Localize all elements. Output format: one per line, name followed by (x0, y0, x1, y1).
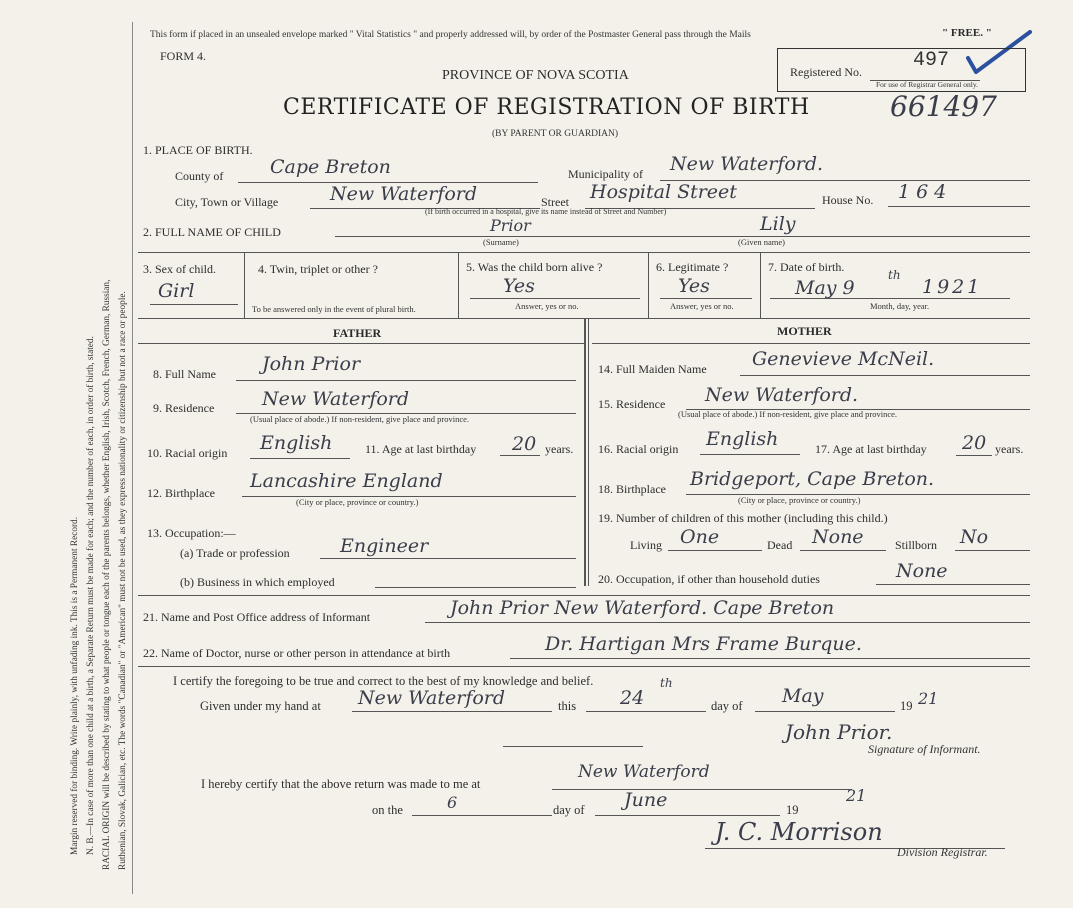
business-label: (b) Business in which employed (180, 575, 335, 589)
father-residence-label: 9. Residence (153, 401, 215, 415)
trade-label: (a) Trade or profession (180, 546, 290, 560)
legitimate-label: 6. Legitimate ? (656, 260, 729, 274)
informant-value: John Prior New Waterford. Cape Breton (450, 597, 835, 619)
surname-note: (Surname) (483, 237, 519, 247)
stillborn-label: Stillborn (895, 538, 938, 552)
separator-line (503, 746, 643, 747)
mother-birthplace-note: (City or place, province or country.) (738, 495, 861, 505)
certificate-title: CERTIFICATE OF REGISTRATION OF BIRTH (283, 95, 810, 120)
living-label: Living (630, 538, 662, 552)
legitimate-value: Yes (678, 275, 710, 297)
dob-label: 7. Date of birth. (768, 260, 845, 274)
registered-note: For use of Registrar General only. (876, 80, 978, 89)
given-note: (Given name) (738, 237, 785, 247)
house-value: 164 (898, 181, 953, 203)
municipality-value: New Waterford. (670, 153, 824, 175)
certify-day-suffix: th (660, 676, 673, 690)
father-race: English (260, 432, 333, 454)
informant-signature: John Prior. (785, 720, 893, 744)
certify-month: May (782, 685, 824, 707)
certify-year-suffix: 21 (918, 689, 939, 708)
mother-birthplace: Bridgeport, Cape Breton. (690, 468, 935, 490)
mother-occupation-label: 20. Occupation, if other than household duties (598, 572, 820, 586)
sex-label: 3. Sex of child. (143, 262, 216, 276)
hospital-note: (If birth occurred in a hospital, give its name instead of Street and Number) (425, 207, 667, 216)
stillborn-value: No (960, 526, 989, 548)
street-value: Hospital Street (590, 181, 737, 203)
city-value: New Waterford (330, 183, 478, 205)
parent-divider (584, 318, 586, 586)
place-of-birth-label: 1. PLACE OF BIRTH. (143, 143, 253, 157)
mail-notice: This form if placed in an unsealed envelope marked " Vital Statistics " and properly addressed will, by order of the Postmaster General pass through the Mails (150, 30, 751, 40)
father-heading: FATHER (333, 326, 382, 340)
father-residence: New Waterford (262, 388, 410, 410)
mother-name: Genevieve McNeil. (752, 348, 935, 370)
father-occupation-label: 13. Occupation:— (147, 526, 236, 540)
child-given-name: Lily (760, 213, 796, 235)
child-name-underline (335, 236, 1030, 237)
registrar-signature-label: Division Registrar. (897, 845, 988, 859)
day-of-label: day of (711, 699, 743, 713)
mother-residence: New Waterford. (705, 384, 859, 406)
father-race-label: 10. Racial origin (147, 446, 228, 460)
registrar-day: 6 (447, 793, 458, 812)
legitimate-underline (660, 298, 752, 299)
registrar-day-of-label: day of (553, 803, 585, 817)
margin-text-4: Ruthenian, Slovak, Galician, etc. The words "Canadian" or "American" must not be used, as they express nationality or citizenship but not a race or people. (118, 291, 128, 870)
informant-signature-label: Signature of Informant. (868, 742, 981, 756)
dead-label: Dead (767, 538, 793, 552)
registrar-statement: I hereby certify that the above return was made to me at (201, 777, 481, 791)
house-label: House No. (822, 193, 874, 207)
father-residence-note: (Usual place of abode.) If non-resident, give place and province. (250, 414, 470, 424)
margin-text-2: N. B.—In case of more than one child at a birth, a Separate Return must be made for each; and the number of each, in order of birth, stated. (86, 336, 96, 855)
margin-text-3: RACIAL ORIGIN will be described by stating to what people or tongue each of the parents belongs, whether English, Irish, Scotch, French, German, Russian, (102, 279, 112, 870)
father-birthplace: Lancashire England (250, 470, 443, 492)
alive-label: 5. Was the child born alive ? (466, 260, 603, 274)
mother-heading: MOTHER (777, 324, 832, 338)
mother-birthplace-label: 18. Birthplace (598, 482, 666, 496)
alive-note: Answer, yes or no. (515, 301, 579, 311)
form-number: FORM 4. (160, 49, 207, 63)
children-count-label: 19. Number of children of this mother (including this child.) (598, 511, 888, 525)
father-name-label: 8. Full Name (153, 367, 216, 381)
doctor-label: 22. Name of Doctor, nurse or other person in attendance at birth (143, 646, 451, 660)
certify-place: New Waterford (358, 687, 506, 709)
certificate-handwritten-number: 661497 (890, 90, 997, 123)
dead-value: None (812, 526, 864, 548)
certificate-subtitle: (BY PARENT OR GUARDIAN) (492, 129, 619, 139)
certify-year-prefix: 19 (900, 699, 913, 713)
alive-value: Yes (503, 275, 535, 297)
registered-number: 497 (913, 49, 950, 72)
father-trade: Engineer (340, 535, 429, 557)
registrar-place: New Waterford (578, 762, 710, 782)
registered-label: Registered No. (790, 65, 862, 79)
dob-suffix: th (888, 268, 901, 282)
dob-year: 1921 (922, 276, 983, 298)
city-label: City, Town or Village (175, 195, 279, 209)
county-value: Cape Breton (270, 156, 391, 178)
registrar-signature: J. C. Morrison (715, 818, 883, 846)
father-years: years. (545, 442, 574, 456)
twin-label: 4. Twin, triplet or other ? (258, 262, 378, 276)
given-under-label: Given under my hand at (200, 699, 321, 713)
registrar-month: June (624, 789, 668, 811)
father-age-label: 11. Age at last birthday (365, 442, 477, 456)
father-birthplace-note: (City or place, province or country.) (296, 497, 419, 507)
registrar-year-prefix: 19 (786, 803, 799, 817)
province-heading: PROVINCE OF NOVA SCOTIA (442, 68, 629, 83)
mother-name-label: 14. Full Maiden Name (598, 362, 707, 376)
municipality-label: Municipality of (568, 167, 643, 181)
sex-value: Girl (158, 280, 195, 302)
house-underline (888, 206, 1030, 207)
father-name: John Prior (262, 353, 361, 375)
margin-text-1: Margin reserved for binding. Write plainly, with unfading ink. This is a Permanent Record. (70, 516, 80, 855)
doctor-value: Dr. Hartigan Mrs Frame Burque. (545, 633, 862, 655)
twin-note: To be answered only in the event of plural birth. (252, 304, 416, 314)
legitimate-note: Answer, yes or no. (670, 301, 734, 311)
father-birthplace-label: 12. Birthplace (147, 486, 215, 500)
row-top-line (138, 252, 1030, 253)
mother-age-label: 17. Age at last birthday (815, 442, 927, 456)
this-label: this (558, 699, 577, 713)
certify-day: 24 (620, 687, 645, 709)
child-name-label: 2. FULL NAME OF CHILD (143, 225, 281, 239)
child-surname: Prior (490, 216, 531, 235)
free-label: " FREE. " (942, 27, 992, 39)
living-value: One (680, 526, 720, 548)
on-the-label: on the (372, 803, 403, 817)
father-age: 20 (512, 433, 537, 455)
mother-years: years. (995, 442, 1024, 456)
margin-binding-line (132, 22, 133, 894)
dob-month-day: May 9 (795, 277, 855, 299)
county-label: County of (175, 169, 224, 183)
mother-occupation: None (896, 560, 948, 582)
registrar-year-suffix: 21 (846, 786, 867, 805)
informant-label: 21. Name and Post Office address of Informant (143, 610, 371, 624)
dob-note: Month, day, year. (870, 301, 930, 311)
mother-race-label: 16. Racial origin (598, 442, 679, 456)
mother-residence-note: (Usual place of abode.) If non-resident, give place and province. (678, 409, 898, 419)
mother-age: 20 (962, 432, 987, 454)
mother-race: English (706, 428, 779, 450)
mother-residence-label: 15. Residence (598, 397, 666, 411)
street-label: Street (541, 195, 569, 209)
certify-statement: I certify the foregoing to be true and correct to the best of my knowledge and belief. (173, 674, 594, 688)
